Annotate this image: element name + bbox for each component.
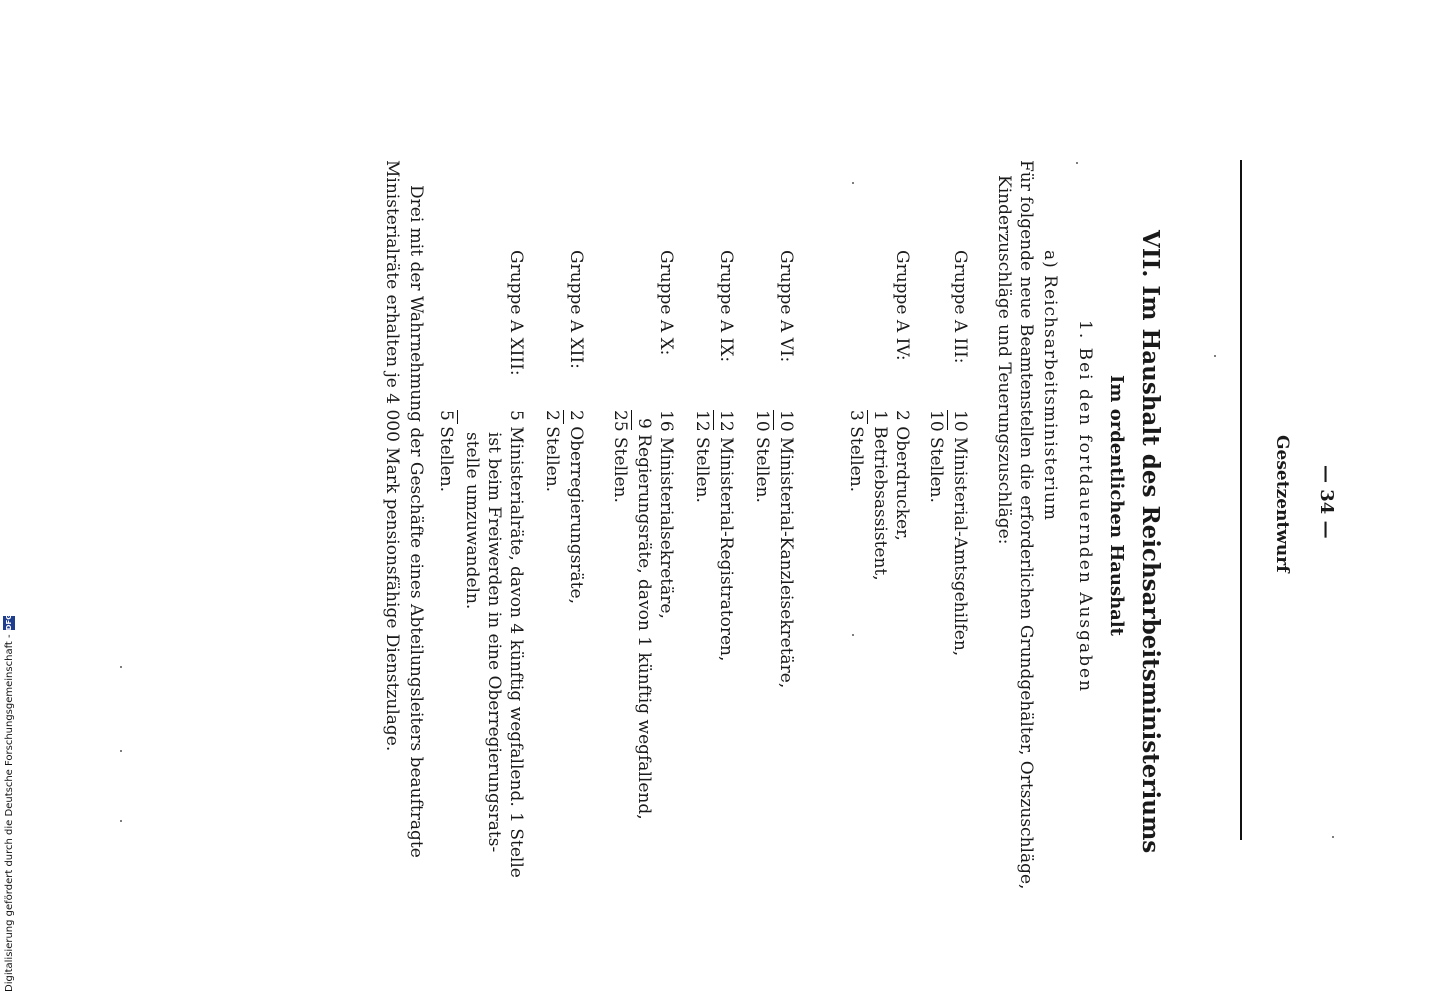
group-label: Gruppe A XIII: [506,250,526,376]
closing-line-1: Drei mit der Wahrnehmung der Geschäfte eines Abteilungsleiters beauftragte [406,185,426,858]
scan-speck [120,750,122,752]
group-total: 12 Stellen. [692,410,712,503]
group-label: Gruppe A IV: [892,250,912,361]
group-total: 2 Stellen. [542,410,562,493]
group-line: ist beim Freiwerden in eine Oberregierungsrats- [484,432,504,853]
group-line: 10 Ministerial-Amtsgehilfen, [950,410,970,657]
tally-rule [631,410,632,430]
tally-rule [867,410,868,424]
closing-line-2: Ministerialräte erhalten je 4 000 Mark pensionsfähige Dienstzulage. [382,160,402,752]
group-line: 9 Regierungsräte, davon 1 künftig wegfallend, [634,418,654,820]
header-rule [1240,160,1242,840]
group-line: 16 Ministerialsekretäre, [656,410,676,619]
scan-speck [852,182,854,184]
group-line: 2 Oberregierungsräte, [566,410,586,604]
group-line: 5 Ministerialräte, davon 4 künftig wegfallend. 1 Stelle [506,410,526,878]
group-total: 10 Stellen. [752,410,772,503]
scan-speck [120,666,122,668]
scan-speck [1214,355,1216,357]
group-total: 5 Stellen. [436,410,456,493]
section-title: VII. Im Haushalt des Reichsarbeitsministeriums [1137,230,1164,854]
group-line: 2 Oberdrucker, [892,410,912,541]
scan-speck [1332,836,1334,838]
group-line: 1 Betriebsassistent, [870,410,890,581]
page-number: — 34 — [1316,465,1337,539]
dfg-logo: DFG [5,614,13,631]
group-line: stelle umzuwandeln. [462,432,482,610]
group-label: Gruppe A IX: [716,250,736,363]
group-total: 10 Stellen. [926,410,946,503]
tally-rule [773,410,774,430]
tally-rule [563,410,564,424]
group-label: Gruppe A VI: [776,250,796,363]
scan-speck [1076,162,1078,164]
group-line: 12 Ministerial-Registratoren, [716,410,736,662]
group-label: Gruppe A XII: [566,250,586,369]
tally-rule [947,410,948,430]
group-total: 3 Stellen. [846,410,866,493]
scan-speck [852,634,854,636]
group-label: Gruppe A III: [950,250,970,364]
running-title: Gesetzentwurf [1272,435,1292,573]
digitization-credit [3,616,15,992]
ministry-heading: a) Reichsarbeitsministerium [1040,250,1060,522]
tally-rule [457,410,458,424]
document-page [310,160,1337,890]
intro-line-1: Für folgende neue Beamtenstellen die erforderlichen Grundgehälter, Ortszuschläge, [1016,160,1036,890]
section-subtitle: Im ordentlichen Haushalt [1106,375,1127,636]
scan-speck [120,820,122,822]
tally-rule [713,410,714,430]
subheading: 1. Bei den fortdauernden Ausgaben [1075,320,1095,694]
intro-line-2: Kinderzuschläge und Teuerungszuschläge: [994,175,1014,545]
group-line: 10 Ministerial-Kanzleisekretäre, [776,410,796,689]
group-label: Gruppe A X: [656,250,676,356]
credit-text: Digitalisierung gefördert durch die Deutsche Forschungsgemeinschaft - [3,634,15,992]
group-total: 25 Stellen. [610,410,630,503]
